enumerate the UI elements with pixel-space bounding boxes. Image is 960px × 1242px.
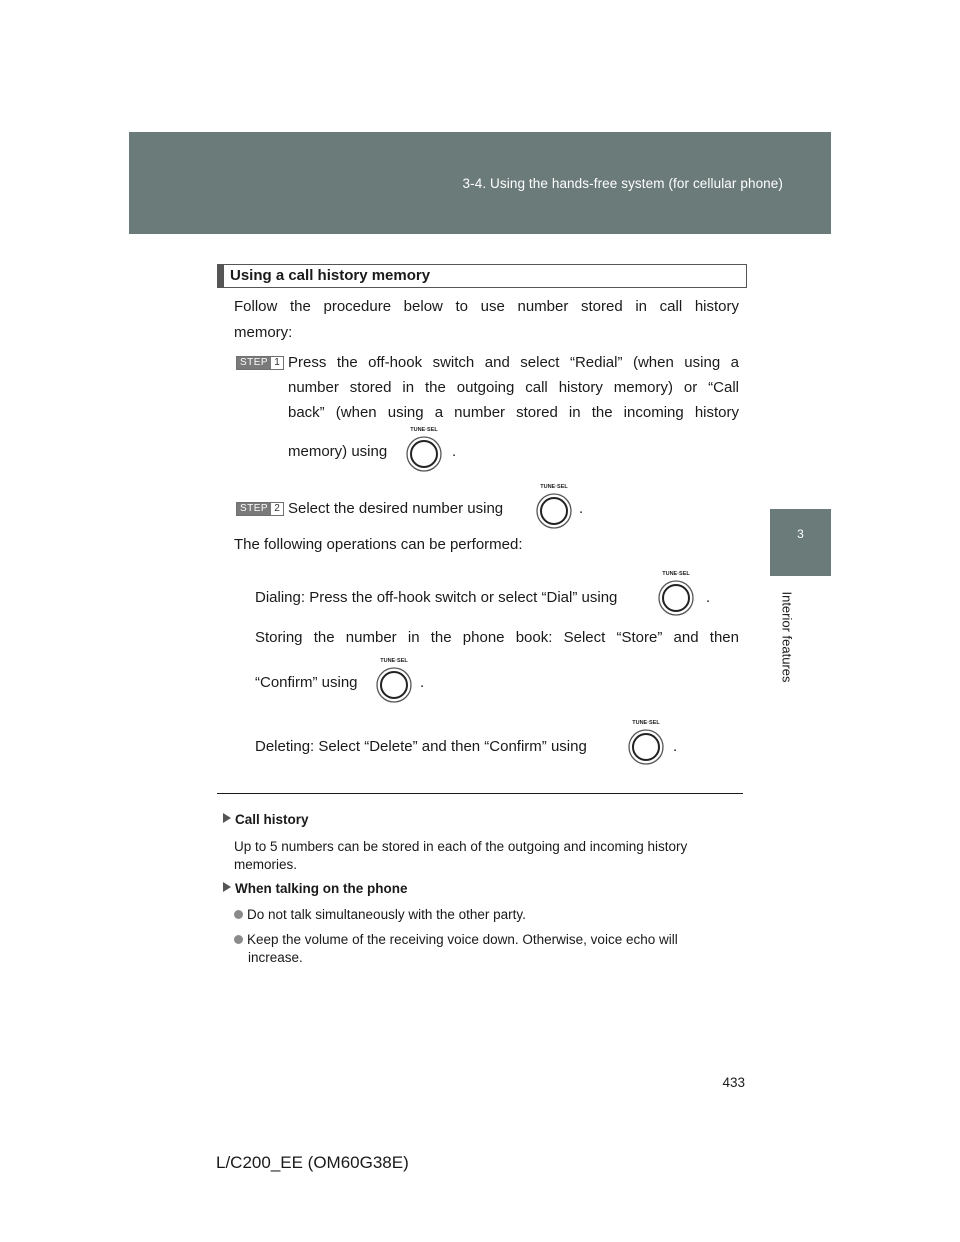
section-heading: Using a call history memory <box>217 264 747 288</box>
note-call-history-line-1: Up to 5 numbers can be stored in each of the outgoing and incoming history <box>234 839 688 854</box>
tune-sel-knob-icon <box>626 717 666 767</box>
step-1-end: . <box>452 443 457 460</box>
note-heading-talking: When talking on the phone <box>223 881 408 896</box>
step-2-badge: STEP 2 <box>236 502 284 516</box>
operation-storing-line-2: “Confirm” using <box>255 674 358 691</box>
operation-dialing: Dialing: Press the off-hook switch or select “Dial” using <box>255 589 618 606</box>
intro-line-2: memory: <box>234 324 293 341</box>
svg-text:TUNE·SEL: TUNE·SEL <box>632 720 660 726</box>
tune-sel-knob-icon <box>534 481 574 531</box>
tune-sel-knob-icon <box>404 424 444 474</box>
step-1-badge: STEP 1 <box>236 356 284 370</box>
operation-deleting-end: . <box>673 738 678 755</box>
intro-line-1: Follow the procedure below to use number stored in call history <box>234 298 739 315</box>
step-1-line-4: memory) using <box>288 443 388 460</box>
step-2-text: Select the desired number using <box>288 500 504 517</box>
bullet-dot-icon <box>234 935 243 944</box>
step-1-line-3: back” (when using a number stored in the incoming history <box>288 404 739 421</box>
header-band <box>129 132 831 234</box>
svg-text:TUNE·SEL: TUNE·SEL <box>410 427 438 433</box>
operations-intro: The following operations can be performed: <box>234 536 523 553</box>
step-2-end: . <box>579 500 584 517</box>
operation-dialing-end: . <box>706 589 711 606</box>
tune-sel-knob-icon <box>656 568 696 618</box>
operation-storing-end: . <box>420 674 425 691</box>
operation-deleting: Deleting: Select “Delete” and then “Confirm” using <box>255 738 587 755</box>
note-heading-call-history: Call history <box>223 812 309 827</box>
document-code: L/C200_EE (OM60G38E) <box>216 1153 409 1172</box>
section-divider <box>217 793 743 794</box>
svg-text:TUNE·SEL: TUNE·SEL <box>380 658 408 664</box>
chapter-tab <box>770 509 831 576</box>
note-talking-bullet-2: Keep the volume of the receiving voice down. Otherwise, voice echo will <box>234 931 678 949</box>
chapter-number: 3 <box>797 527 804 541</box>
triangle-bullet-icon <box>223 813 231 823</box>
chapter-title: 3-4. Using the hands-free system (for cellular phone) <box>462 176 783 191</box>
note-talking-bullet-2-cont: increase. <box>248 950 303 965</box>
bullet-dot-icon <box>234 910 243 919</box>
operation-storing-line-1: Storing the number in the phone book: Select “Store” and then <box>255 629 739 646</box>
svg-text:TUNE·SEL: TUNE·SEL <box>540 484 568 490</box>
note-call-history-line-2: memories. <box>234 857 298 872</box>
svg-text:TUNE·SEL: TUNE·SEL <box>662 571 690 577</box>
triangle-bullet-icon <box>223 882 231 892</box>
step-1-line-2: number stored in the outgoing call history memory) or “Call <box>288 379 739 396</box>
tune-sel-knob-icon <box>374 655 414 705</box>
step-1-line-1: Press the off-hook switch and select “Redial” (when using a <box>288 354 739 371</box>
note-talking-bullet-1: Do not talk simultaneously with the other party. <box>234 906 526 924</box>
chapter-tab-label: Interior features <box>779 591 795 683</box>
page-number: 433 <box>722 1075 745 1090</box>
